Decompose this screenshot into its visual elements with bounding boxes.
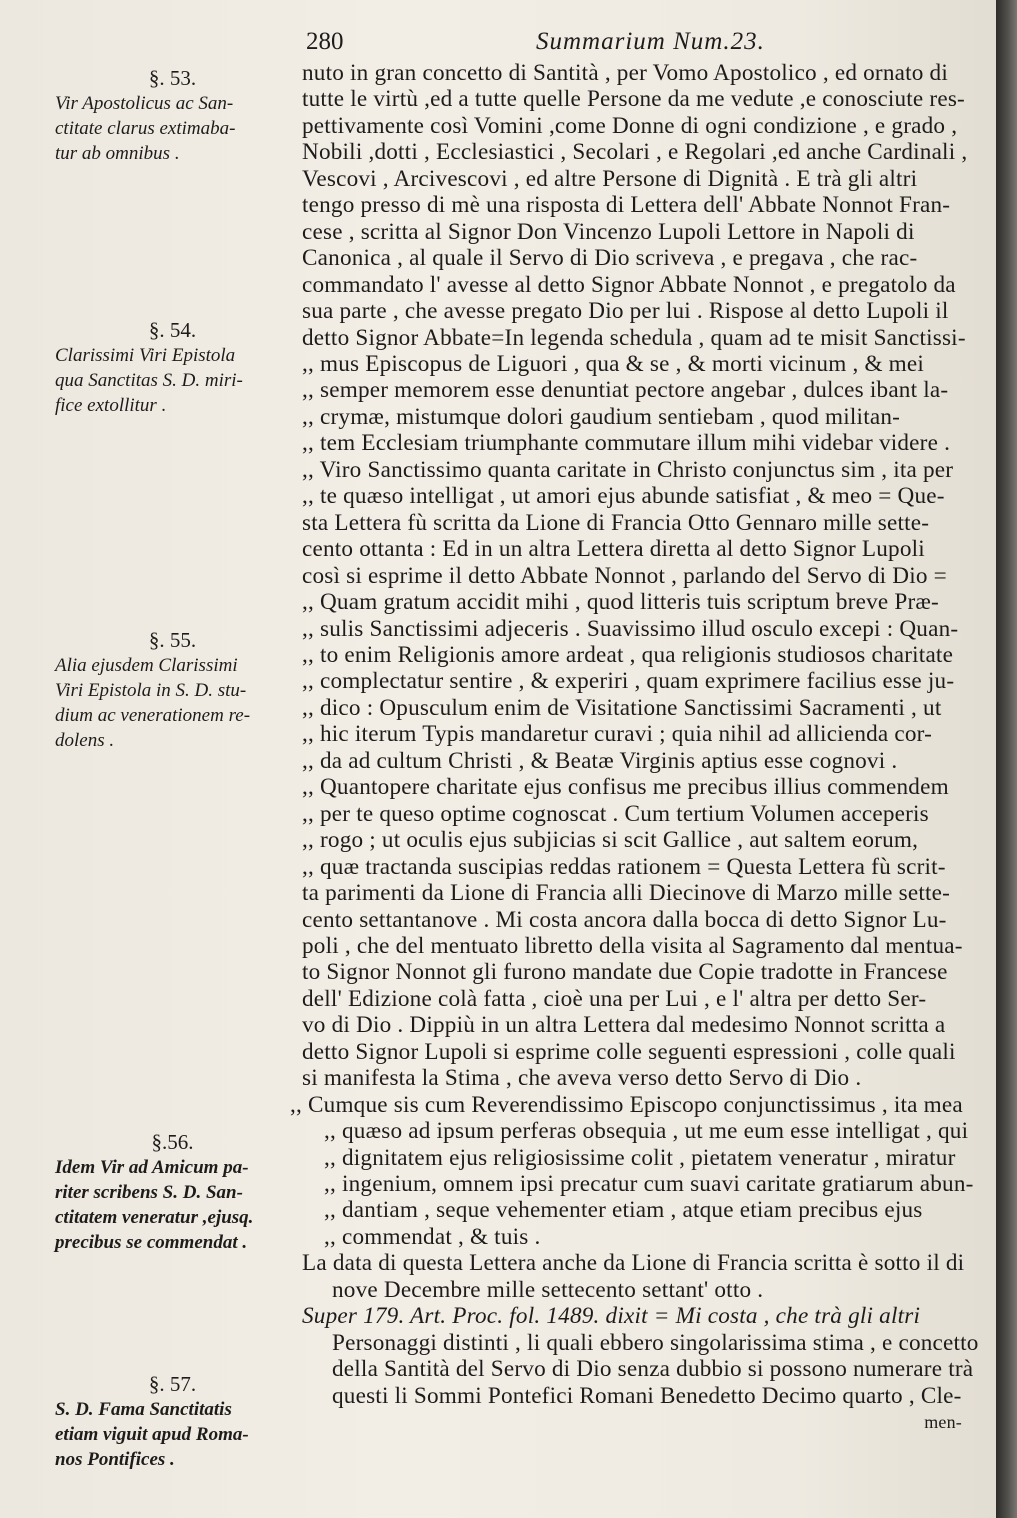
margin-note-line: etiam viguit apud Roma- xyxy=(55,1424,249,1445)
body-line: Canonica , al quale il Servo di Dio scriveva , e pregava , che rac- xyxy=(302,245,918,272)
body-line: dell' Edizione colà fatta , cioè una per Lui , e l' altra per detto Ser- xyxy=(302,985,927,1012)
margin-note-line: ctitatem veneratur ,ejusq. xyxy=(55,1207,254,1228)
body-line: cento ottanta : Ed in un altra Lettera diretta al detto Signor Lupoli xyxy=(302,536,925,563)
body-line: cese , scritta al Signor Don Vincenzo Lupoli Lettore in Napoli di xyxy=(302,218,915,245)
body-line: si manifesta la Stima , che aveva verso detto Servo di Dio . xyxy=(302,1065,862,1092)
body-line: nove Decembre mille settecento settant' otto . xyxy=(332,1276,764,1303)
body-line: cento settantanove . Mi costa ancora dalla bocca di detto Signor Lu- xyxy=(302,906,947,933)
body-line: ,, dantiam , seque vehementer etiam , atque etiam precibus ejus xyxy=(324,1197,923,1224)
body-line: La data di questa Lettera anche da Lione di Francia scritta è sotto il di xyxy=(302,1250,965,1277)
margin-note-line: Idem Vir ad Amicum pa- xyxy=(55,1157,249,1178)
section-number: §. 54. xyxy=(148,318,197,342)
margin-note-line: Viri Epistola in S. D. stu- xyxy=(55,680,247,701)
margin-note-55 xyxy=(55,628,290,753)
margin-note-56 xyxy=(55,1130,290,1255)
body-line: Vescovi , Arcivescovi , ed altre Persone di Dignità . E trà gli altri xyxy=(302,165,918,192)
body-line: ,, Quantopere charitate ejus confisus me precibus illius commendem xyxy=(302,774,949,801)
body-line: ,, crymæ, mistumque dolori gaudium sentiebam , quod militan- xyxy=(302,403,901,430)
margin-note-line: dium ac venerationem re- xyxy=(55,705,251,726)
running-title: Summarium Num.23. xyxy=(536,28,765,55)
body-line: sua parte , che avesse pregato Dio per lui . Rispose al detto Lupoli il xyxy=(302,298,949,325)
margin-note-53 xyxy=(55,66,290,166)
body-line: ,, quæso ad ipsum perferas obsequia , ut me eum esse intelligat , qui xyxy=(324,1118,969,1145)
body-text xyxy=(290,60,992,1436)
page-edge-shadow xyxy=(996,0,1017,1518)
body-line: ,, rogo ; ut oculis ejus subjicias si scit Gallice , aut saltem eorum, xyxy=(302,827,919,854)
body-line: ,, semper memorem esse denuntiat pectore angebar , dulces ibant la- xyxy=(302,377,949,404)
margin-note-line: Clarissimi Viri Epistola xyxy=(55,345,236,366)
section-number: §. 57. xyxy=(148,1372,197,1396)
margin-note-line: dolens . xyxy=(55,730,115,751)
margin-note-line: tur ab omnibus . xyxy=(55,143,180,164)
body-line: tengo presso di mè una risposta di Lettera dell' Abbate Nonnot Fran- xyxy=(302,192,951,219)
body-line: ,, to enim Religionis amore ardeat , qua religionis studiosos charitate xyxy=(302,641,954,668)
body-line: ,, dignitatem ejus religiosissime colit , pietatem veneratur , miratur xyxy=(324,1144,956,1171)
section-number: §.56. xyxy=(151,1130,194,1154)
body-line: questi li Sommi Pontefici Romani Benedetto Decimo quarto , Cle- xyxy=(332,1382,962,1409)
body-line: men- xyxy=(924,1412,962,1433)
body-line: sta Lettera fù scritta da Lione di Francia Otto Gennaro mille sette- xyxy=(302,509,930,536)
body-line: così si esprime il detto Abbate Nonnot , parlando del Servo di Dio = xyxy=(302,562,947,589)
margin-note-line: S. D. Fama Sanctitatis xyxy=(55,1399,232,1420)
page-header xyxy=(306,28,786,58)
body-line: ,, Viro Sanctissimo quanta caritate in Christo conjunctus sim , ita per xyxy=(302,456,954,483)
body-line: poli , che del mentuato libretto della visita al Sagramento dal mentua- xyxy=(302,932,963,959)
margin-note-line: Alia ejusdem Clarissimi xyxy=(55,655,238,676)
body-line: ,, ingenium, omnem ipsi precatur cum suavi caritate gratiarum abun- xyxy=(324,1171,974,1198)
body-line: pettivamente così Vomini ,come Donne di ogni condizione , e grado , xyxy=(302,112,958,139)
body-line: ,, da ad cultum Christi , & Beatæ Virginis aptius esse cognovi . xyxy=(302,747,898,774)
body-line: tutte le virtù ,ed a tutte quelle Persone da me vedute ,e conosciute res- xyxy=(302,86,965,113)
body-line: ,, sulis Sanctissimi adjeceris . Suavissimo illud osculo excepi : Quan- xyxy=(302,615,959,642)
body-line: commandato l' avesse al detto Signor Abbate Nonnot , e pregatolo da xyxy=(302,271,956,298)
body-line: nuto in gran concetto di Santità , per Vomo Apostolico , ed ornato di xyxy=(302,60,948,86)
body-line: detto Signor Lupoli si esprime colle seguenti espressioni , colle quali xyxy=(302,1038,956,1065)
body-line: ,, dico : Opusculum enim de Visitatione Sanctissimi Sacramenti , ut xyxy=(302,694,942,721)
margin-note-line: Vir Apostolicus ac San- xyxy=(55,93,234,114)
body-line: to Signor Nonnot gli furono mandate due Copie tradotte in Francese xyxy=(302,959,948,986)
margin-note-line: qua Sanctitas S. D. miri- xyxy=(55,370,243,391)
margin-note-57 xyxy=(55,1372,290,1472)
body-line: ,, mus Episcopus de Liguori , qua & se , & morti vicinum , & mei xyxy=(302,350,925,377)
body-line: detto Signor Abbate=In legenda schedula , quam ad te misit Sanctissi- xyxy=(302,324,966,351)
body-line: Super 179. Art. Proc. fol. 1489. dixit = Mi costa , che trà gli altri xyxy=(302,1303,921,1330)
body-line: ,, Quam gratum accidit mihi , quod litteris tuis scriptum breve Præ- xyxy=(302,589,939,616)
body-line: ,, commendat , & tuis . xyxy=(324,1223,541,1250)
body-line: Nobili ,dotti , Ecclesiastici , Secolari , e Regolari ,ed anche Cardinali , xyxy=(302,139,968,166)
margin-note-line: ctitate clarus extimaba- xyxy=(55,118,236,139)
body-line: ,, quæ tractanda suscipias reddas rationem = Questa Lettera fù scrit- xyxy=(302,853,946,880)
body-line: ,, tem Ecclesiam triumphante commutare illum mihi videbar videre . xyxy=(302,430,951,457)
body-line: ,, complectatur sentire , & experiri , quam exprimere facilius esse ju- xyxy=(302,668,955,695)
margin-note-line: precibus se commendat . xyxy=(55,1232,248,1253)
body-line: ta parimenti da Lione di Francia alli Diecinove di Marzo mille sette- xyxy=(302,880,951,907)
section-number: §. 53. xyxy=(148,66,197,90)
page-number: 280 xyxy=(306,28,344,55)
margin-note-line: nos Pontifices . xyxy=(55,1449,175,1470)
body-line: ,, hic iterum Typis mandaretur curavi ; quia nihil ad allicienda cor- xyxy=(302,721,933,748)
body-line: ,, per te queso optime cognoscat . Cum tertium Volumen acceperis xyxy=(302,800,929,827)
margin-note-54 xyxy=(55,318,290,418)
margin-note-line: riter scribens S. D. San- xyxy=(55,1182,243,1203)
body-line: ,, te quæso intelligat , ut amori ejus abunde satisfiat , & meo = Que- xyxy=(302,483,945,510)
section-number: §. 55. xyxy=(148,628,197,652)
body-line: della Santità del Servo di Dio senza dubbio si possono numerare trà xyxy=(332,1356,974,1383)
body-line: ,, Cumque sis cum Reverendissimo Episcopo conjunctissimus , ita mea xyxy=(290,1091,963,1118)
body-line: vo di Dio . Dippiù in un altra Lettera dal medesimo Nonnot scritta a xyxy=(302,1012,946,1039)
margin-note-line: fice extollitur . xyxy=(55,395,167,416)
body-line: Personaggi distinti , li quali ebbero singolarissima stima , e concetto xyxy=(332,1329,979,1356)
